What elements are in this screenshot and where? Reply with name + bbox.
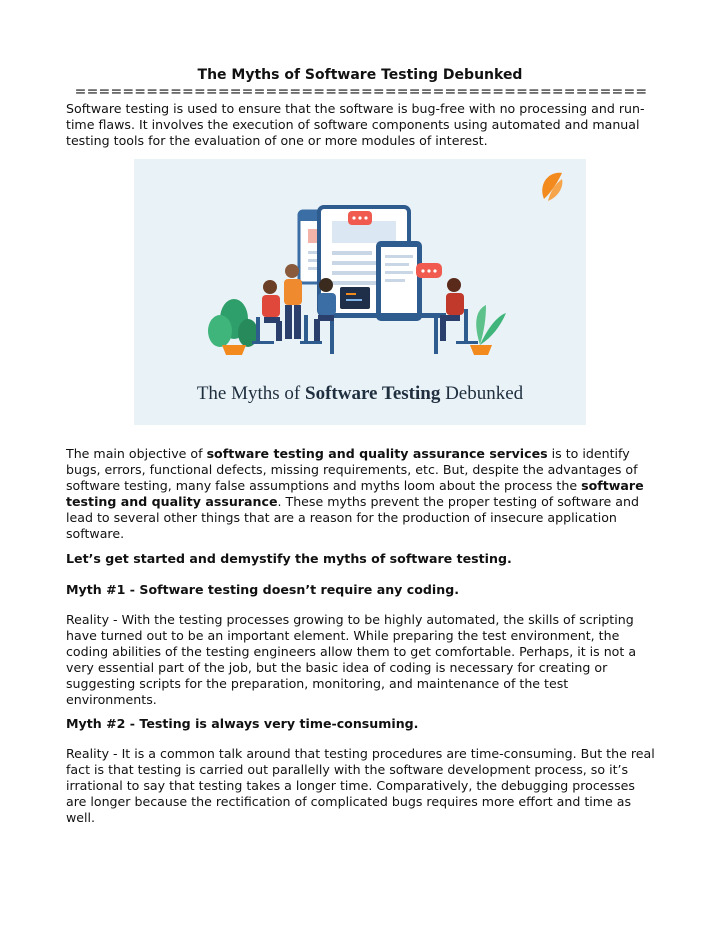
myth-2-reality-paragraph: Reality - It is a common talk around that testing procedures are time-consuming. But the real fact is that testing is carried out parallelly with the software development process, so it’s irrational to say that testing takes a longer time. Comparatively, the debugging processes are longer because the rectification of complicated bugs requires more effort and time as well. <box>66 746 655 825</box>
myth-1-heading: Myth #1 - Software testing doesn’t require any coding. <box>66 582 459 597</box>
myth-1-reality-paragraph: Reality - With the testing processes growing to be highly automated, the skills of scripting have turned out to be an important element. While preparing the test environment, the coding abilities of the testing engineers allow them to get comfortable. Perhaps, it is not a very essential part of the job, but the basic idea of coding is necessary for creating or suggesting scripts for the preparation, monitoring, and maintenance of the test environments. <box>66 612 637 707</box>
myth-2-heading: Myth #2 - Testing is always very time-consuming. <box>66 716 419 731</box>
hero-illustration <box>134 159 586 425</box>
title-underline-rule: ================================================ <box>74 84 648 100</box>
document-title: The Myths of Software Testing Debunked <box>197 67 523 83</box>
section-intro-heading: Let’s get started and demystify the myths of software testing. <box>66 551 512 566</box>
hero-caption: The Myths of Software Testing Debunked <box>196 383 524 404</box>
objective-paragraph: The main objective of software testing and quality assurance services is to identify bugs, errors, functional defects, missing requirements, etc. But, despite the advantages of software testing, many false assumptions and myths loom about the process the software testing and quality assurance. These myths prevent the proper testing of software and lead to several other things that are a reason for the production of insecure application software. <box>66 446 644 541</box>
intro-paragraph: Software testing is used to ensure that the software is bug-free with no processing and run-time flaws. It involves the execution of software components using automated and manual testing tools for the evaluation of one or more modules of interest. <box>66 101 645 148</box>
tablet-icon <box>376 241 422 321</box>
